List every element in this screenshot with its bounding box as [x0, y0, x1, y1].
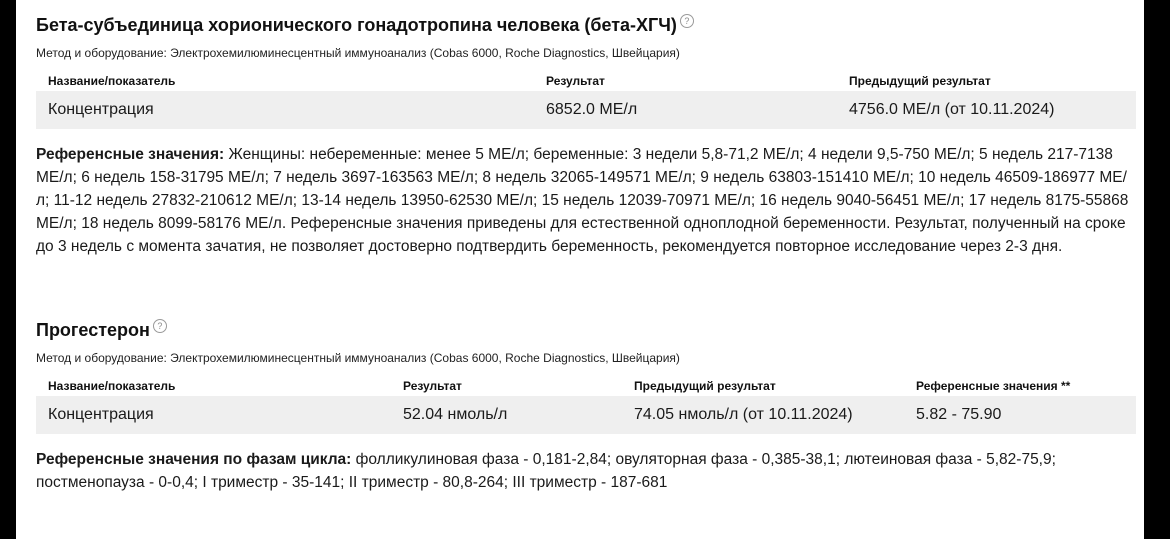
progesterone-title: Прогестерон — [36, 320, 150, 340]
hcg-reference-text — [36, 143, 1136, 258]
col-previous-header: Предыдущий результат — [849, 74, 991, 88]
progesterone-section — [36, 318, 1136, 494]
hcg-table-header — [36, 71, 1136, 91]
progesterone-reference-label: Референсные значения по фазам цикла: — [36, 451, 352, 468]
progesterone-table-row — [36, 396, 1136, 434]
progesterone-method: Метод и оборудование: Электрохемилюминесцентный иммуноанализ (Cobas 6000, Roche Diagnostics, Швейцария) — [36, 351, 680, 365]
progesterone-table-header — [36, 376, 1136, 396]
hcg-method: Метод и оборудование: Электрохемилюминесцентный иммуноанализ (Cobas 6000, Roche Diagnostics, Швейцария) — [36, 46, 680, 60]
progesterone-reference-values: фолликулиновая фаза - 0,181-2,84; овуляторная фаза - 0,385-38,1; лютеиновая фаза - 5,82-75,9; постменопауза - 0-0,4; I триместр - 35-141; II триместр - 80,8-264; III триместр - 187-681 — [36, 451, 1056, 491]
hcg-title: Бета-субъединица хорионического гонадотропина человека (бета-ХГЧ) — [36, 15, 677, 35]
hcg-table-row — [36, 91, 1136, 129]
hcg-title-row — [36, 13, 1136, 37]
hcg-reference-label: Референсные значения: — [36, 146, 225, 163]
col-previous-header: Предыдущий результат — [634, 379, 776, 393]
hcg-section — [36, 13, 1136, 258]
col-result-header: Результат — [546, 74, 605, 88]
col-name-header: Название/показатель — [48, 74, 176, 88]
help-icon[interactable]: ? — [153, 319, 167, 333]
row-name: Концентрация — [48, 406, 154, 423]
col-reference-header: Референсные значения ** — [916, 379, 1071, 393]
help-icon[interactable]: ? — [680, 14, 694, 28]
row-reference: 5.82 - 75.90 — [916, 406, 1002, 423]
results-page — [16, 0, 1144, 539]
progesterone-title-row — [36, 318, 1136, 342]
progesterone-reference-text — [36, 448, 1136, 494]
row-previous: 4756.0 МЕ/л (от 10.11.2024) — [849, 101, 1055, 118]
hcg-reference-values: Женщины: небеременные: менее 5 МЕ/л; беременные: 3 недели 5,8-71,2 МЕ/л; 4 недели 9,5-750 МЕ/л; 5 недель 217-7138 МЕ/л; 6 недель 158-31795 МЕ/л; 7 недель 3697-163563 МЕ/л; 8 недель 32065-149571 МЕ/л; 9 недель 63803-151410 МЕ/л; 10 недель 46509-186977 МЕ/л; 11-12 недель 27832-210612 МЕ/л; 13-14 недель 13950-62530 МЕ/л; 15 недель 12039-70971 МЕ/л; 16 недель 9040-56451 МЕ/л; 17 недель 8175-55868 МЕ/л; 18 недель 8099-58176 МЕ/л. Референсные значения приведены для естественной одноплодной беременности. Результат, полученный на сроке до 3 недель с момента зачатия, не позволяет достоверно подтвердить беременность, рекомендуется повторное исследование через 2-3 дня. — [36, 146, 1129, 255]
row-result: 6852.0 МЕ/л — [546, 101, 638, 118]
row-name: Концентрация — [48, 101, 154, 118]
col-result-header: Результат — [403, 379, 462, 393]
row-result: 52.04 нмоль/л — [403, 406, 508, 423]
row-previous: 74.05 нмоль/л (от 10.11.2024) — [634, 406, 853, 423]
col-name-header: Название/показатель — [48, 379, 176, 393]
